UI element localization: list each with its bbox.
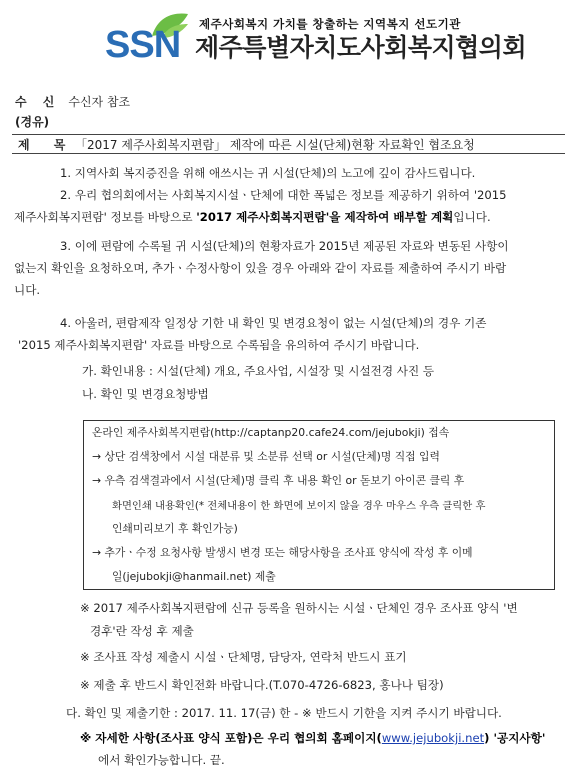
box-line-3: → 우측 검색결과에서 시설(단체)명 클릭 후 내용 확인 or 돋보기 아이콘 클릭 후 xyxy=(92,474,465,487)
homepage-link[interactable]: www.jejubokji.net xyxy=(381,731,485,745)
paragraph-2-line1: 2. 우리 협의회에서는 사회복지시설ㆍ단체에 대한 폭넓은 정보를 제공하기 위하여 '2015 xyxy=(60,188,507,202)
paragraph-2-bold: '2017 제주사회복지편람'을 제작하여 배부할 계획 xyxy=(196,210,454,224)
logo-text: SSN xyxy=(105,24,181,66)
subject-row xyxy=(12,134,565,154)
paragraph-3-line3: 니다. xyxy=(14,283,41,297)
item-ga: 가. 확인내용 : 시설(단체) 개요, 주요사업, 시설장 및 시설전경 사진 등 xyxy=(82,364,435,378)
box-line-6: → 추가ㆍ수정 요청사항 발생시 변경 또는 해당사항을 조사표 양식에 작성 후 이메 xyxy=(92,546,473,559)
via-label: (경유) xyxy=(15,115,50,129)
note-4-text: ※ 자세한 사항(조사표 양식 포함)은 우리 협의회 홈페이지( xyxy=(80,731,382,745)
letterhead xyxy=(0,0,575,80)
note-1-line2: 경후'란 작성 후 제출 xyxy=(90,624,194,638)
subject-value: 「2017 제주사회복지편람」 제작에 따른 시설(단체)현황 자료확인 협조요청 xyxy=(75,138,475,152)
paragraph-3-line1: 3. 이에 편람에 수록될 귀 시설(단체)의 현황자료가 2015년 제공된 자료와 변동된 사항이 xyxy=(60,239,509,253)
org-name: 제주특별자치도사회복지협의회 xyxy=(195,33,527,62)
paragraph-2-text: 제주사회복지편람' 정보를 바탕으로 xyxy=(14,210,197,224)
paragraph-3-line2: 없는지 확인을 요청하오며, 추가ㆍ수정사항이 있을 경우 아래와 같이 자료를 제출하여 주시기 바람 xyxy=(14,261,507,275)
paragraph-1: 1. 지역사회 복지증진을 위해 애쓰시는 귀 시설(단체)의 노고에 깊이 감사드립니다. xyxy=(60,166,476,180)
paragraph-4-line2: '2015 제주사회복지편람' 자료를 바탕으로 수록됨을 유의하여 주시기 바랍니다. xyxy=(18,338,420,352)
recipient-key: 수 신 xyxy=(15,95,61,109)
via-row xyxy=(15,113,49,130)
note-4-end: ) '공지사항' xyxy=(484,731,546,745)
box-line-4: 화면인쇄 내용확인(* 전체내용이 한 화면에 보이지 않을 경우 마우스 우측 클릭한 후 xyxy=(112,500,486,512)
box-line-5: 인쇄미리보기 후 확인가능) xyxy=(112,522,238,535)
paragraph-2-end: 입니다. xyxy=(453,210,491,224)
note-3: ※ 제출 후 반드시 확인전화 바랍니다.(T.070-4726-6823, 홍나나 팀장) xyxy=(80,678,444,692)
item-da: 다. 확인 및 제출기한 : 2017. 11. 17(금) 한 - ※ 반드시 기한을 지켜 주시기 바랍니다. xyxy=(66,706,502,720)
note-4-line1 xyxy=(80,728,545,750)
subject-key: 제 목 xyxy=(18,138,76,152)
box-line-7: 일(jejubokji@hanmail.net) 제출 xyxy=(112,570,276,583)
item-na: 나. 확인 및 변경요청방법 xyxy=(82,387,209,401)
recipient-value: 수신자 참조 xyxy=(68,95,131,109)
paragraph-2-line2 xyxy=(14,207,491,229)
note-4-line2: 에서 확인가능합니다. 끝. xyxy=(98,753,225,767)
paragraph-4-line1: 4. 아울러, 편람제작 일정상 기한 내 확인 및 변경요청이 없는 시설(단체)의 경우 기존 xyxy=(60,316,487,330)
recipient-row xyxy=(15,93,130,110)
box-line-2: → 상단 검색창에서 시설 대분류 및 소분류 선택 or 시설(단체)명 직접 입력 xyxy=(92,450,440,463)
note-1-line1: ※ 2017 제주사회복지편람에 신규 등록을 원하시는 시설ㆍ단체인 경우 조사표 양식 '변 xyxy=(80,601,518,615)
box-line-1: 온라인 제주사회복지편람(http://captanp20.cafe24.com/jejubokji) 접속 xyxy=(92,426,450,439)
org-slogan: 제주사회복지 가치를 창출하는 지역복지 선도기관 xyxy=(199,17,461,31)
method-box xyxy=(83,420,555,590)
note-2: ※ 조사표 작성 제출시 시설ㆍ단체명, 담당자, 연락처 반드시 표기 xyxy=(80,650,407,664)
